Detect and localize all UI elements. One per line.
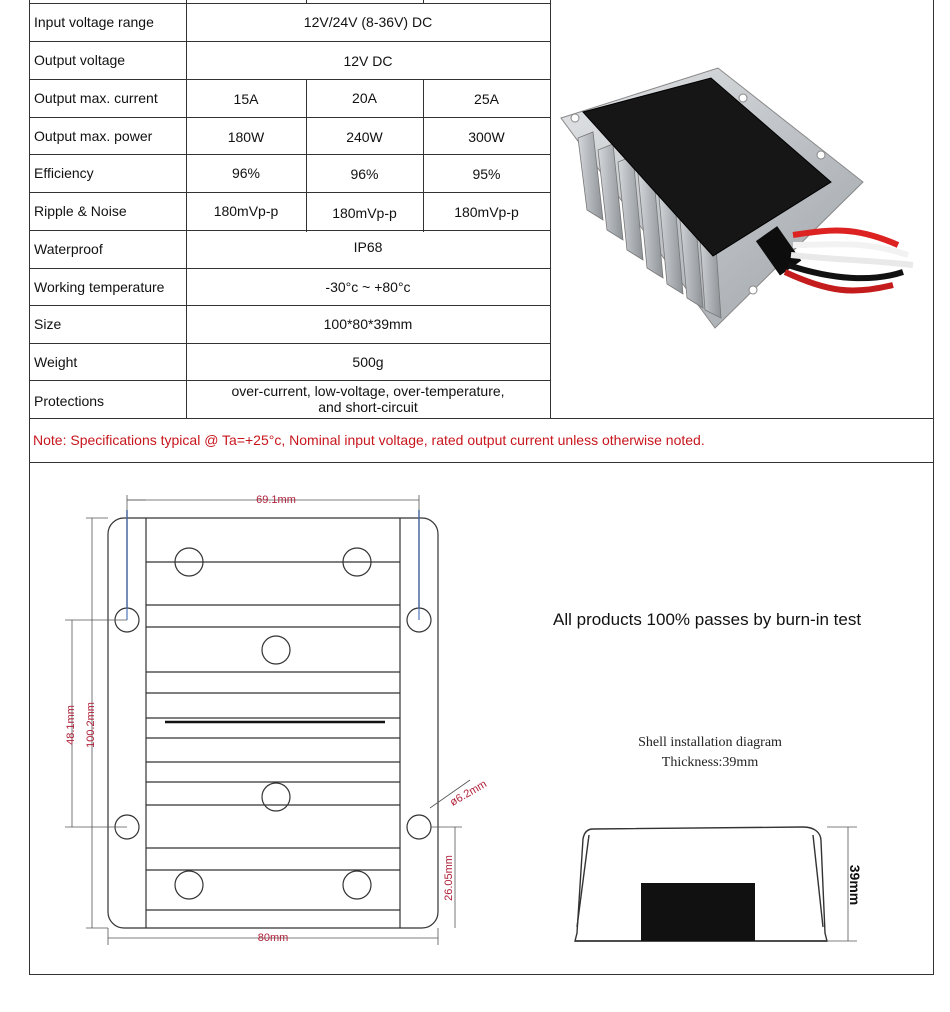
spec-value: 300W	[468, 128, 505, 145]
spec-value: 100*80*39mm	[323, 316, 413, 332]
spec-label: Efficiency	[34, 165, 94, 181]
spec-value-line: and short-circuit	[318, 399, 418, 415]
shell-height-dim: 39mm	[847, 864, 863, 906]
spec-label: Output voltage	[34, 52, 126, 68]
spec-label: Weight	[34, 353, 78, 370]
spec-value: 95%	[472, 166, 501, 182]
spec-value: 180W	[227, 128, 265, 145]
spec-label: Protections	[34, 393, 105, 409]
spec-label: Working temperature	[34, 278, 165, 295]
product-photo	[553, 60, 923, 340]
spec-value: 12V/24V (8-36V) DC	[303, 14, 433, 30]
dim-hole-diameter: ø6.2mm	[448, 778, 489, 809]
dim-outer-height: 100.2mm	[85, 702, 97, 748]
dim-hole-height: 48.1mm	[65, 705, 77, 745]
spec-value: -30°c ~ +80°c	[325, 278, 411, 295]
spec-value: IP68	[353, 239, 383, 255]
spec-note: Note: Specifications typical @ Ta=+25°c, Nominal input voltage, rated output current unless otherwise noted.	[33, 432, 705, 448]
spec-value: 96%	[350, 166, 379, 182]
dim-outer-width: 80mm	[257, 932, 289, 944]
spec-value: 12V DC	[343, 53, 393, 69]
table-image-divider	[550, 0, 551, 419]
note-bottom-line	[29, 462, 934, 463]
spec-value-multiline	[186, 380, 550, 418]
spec-label: Waterproof	[34, 241, 103, 257]
spec-value: 15A	[233, 91, 259, 107]
spec-value-line: over-current, low-voltage, over-temperature,	[231, 383, 505, 399]
spec-value: 180mVp-p	[213, 203, 279, 219]
spec-value: 180mVp-p	[332, 205, 397, 221]
spec-label: Output max. current	[34, 90, 158, 106]
dim-inner-width: 69.1mm	[256, 494, 296, 506]
spec-label: Ripple & Noise	[34, 203, 127, 219]
shell-diagram-title: Shell installation diagram	[638, 735, 782, 750]
spec-value: 240W	[346, 128, 383, 145]
spec-label: Input voltage range	[34, 14, 154, 30]
shell-side-view	[565, 815, 875, 950]
spec-label: Output max. power	[34, 127, 153, 144]
spec-label: Size	[34, 316, 62, 332]
dim-hole-offset: 26.05mm	[443, 855, 455, 901]
spec-value: 96%	[231, 165, 261, 181]
spec-value: 25A	[474, 91, 499, 107]
burn-in-statement: All products 100% passes by burn-in test	[553, 610, 862, 629]
outer-right-border	[933, 0, 934, 974]
shell-thickness: Thickness:39mm	[661, 755, 759, 770]
dimension-drawing	[50, 480, 520, 950]
page-bottom-line	[29, 974, 934, 975]
spec-value: 20A	[352, 90, 377, 106]
spec-value: 180mVp-p	[454, 204, 519, 220]
spec-value: 500g	[352, 353, 384, 370]
